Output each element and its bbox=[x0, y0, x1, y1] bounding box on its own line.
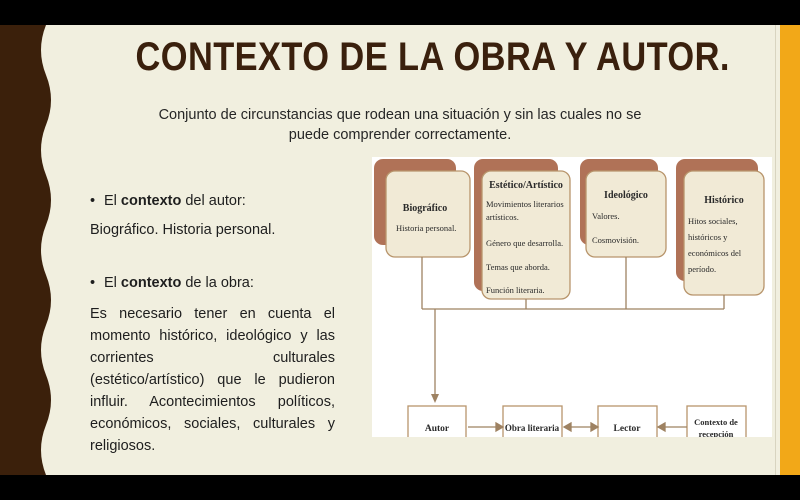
card-historico bbox=[676, 159, 764, 295]
flow-label: recepción bbox=[698, 429, 734, 437]
bullet-dot: • bbox=[90, 193, 96, 209]
right-divider bbox=[775, 25, 776, 475]
card-title: Ideológico bbox=[604, 190, 648, 201]
card-line: Cosmovisión. bbox=[592, 235, 639, 245]
card-ideologico bbox=[580, 159, 666, 257]
flow-lector bbox=[598, 406, 657, 437]
bullet-bold: contexto bbox=[120, 193, 182, 209]
flow-label: Autor bbox=[424, 424, 450, 434]
card-body bbox=[386, 171, 470, 257]
flow-label: Obra literaria bbox=[504, 423, 560, 433]
card-line: artísticos. bbox=[486, 212, 519, 222]
card-line: período. bbox=[688, 264, 717, 274]
card-title: Estético/Artístico bbox=[489, 180, 563, 191]
subtitle-line-2: puede comprender correctamente. bbox=[288, 127, 512, 143]
flow-contexto-recepcion bbox=[687, 406, 746, 437]
arrow-right-icon bbox=[496, 423, 503, 431]
flow-label: Lector bbox=[613, 424, 641, 434]
slide-title: CONTEXTO DE LA OBRA Y AUTOR. bbox=[135, 35, 730, 79]
work-context-bullet bbox=[90, 275, 254, 291]
flow-obra-literaria bbox=[503, 406, 562, 437]
slide-subtitle bbox=[120, 105, 680, 145]
work-context-paragraph: Es necesario tener en cuenta el momento histórico, ideológico y las corrientes culturales (estético/artístico) que le pudieron influir. Acontecimientos políticos, económicos, sociales, culturales y religiosos. bbox=[90, 306, 335, 454]
bullet-dot: • bbox=[90, 275, 96, 291]
card-line: económicos del bbox=[688, 248, 742, 258]
author-context-text: Biográfico. Historia personal. bbox=[90, 222, 276, 238]
flow-autor bbox=[408, 406, 466, 437]
card-line: Valores. bbox=[592, 211, 620, 221]
card-biografico bbox=[374, 159, 470, 257]
bullet-prefix: El bbox=[104, 275, 121, 291]
right-accent-bar bbox=[780, 25, 800, 475]
slide bbox=[0, 25, 800, 475]
arrow-down-icon bbox=[431, 394, 439, 403]
author-context-bullet bbox=[90, 193, 246, 209]
flow-label: Contexto de bbox=[694, 417, 738, 427]
bullet-suffix: del autor: bbox=[181, 193, 246, 209]
arrow-right-icon bbox=[591, 423, 598, 431]
card-title: Histórico bbox=[704, 195, 744, 206]
bullet-prefix: El bbox=[104, 193, 121, 209]
card-line: históricos y bbox=[688, 232, 728, 242]
left-wavy-band bbox=[0, 25, 56, 475]
bullet-bold: contexto bbox=[120, 275, 182, 291]
card-line: Función literaria. bbox=[486, 285, 545, 295]
diagram-canvas bbox=[372, 157, 772, 437]
card-line: Movimientos literarios bbox=[486, 199, 564, 209]
subtitle-line-1: Conjunto de circunstancias que rodean una situación y sin las cuales no se bbox=[158, 107, 642, 123]
card-line: Temas que aborda. bbox=[486, 262, 550, 272]
arrow-left-icon bbox=[658, 423, 665, 431]
card-estetico-artistico bbox=[474, 159, 570, 299]
context-diagram bbox=[372, 157, 772, 437]
arrow-left-icon bbox=[564, 423, 571, 431]
card-line: Género que desarrolla. bbox=[486, 238, 564, 248]
card-line: Hitos sociales, bbox=[688, 216, 738, 226]
bullet-suffix: de la obra: bbox=[181, 275, 254, 291]
card-title: Biográfico bbox=[402, 203, 448, 214]
card-line: Historia personal. bbox=[396, 223, 457, 233]
